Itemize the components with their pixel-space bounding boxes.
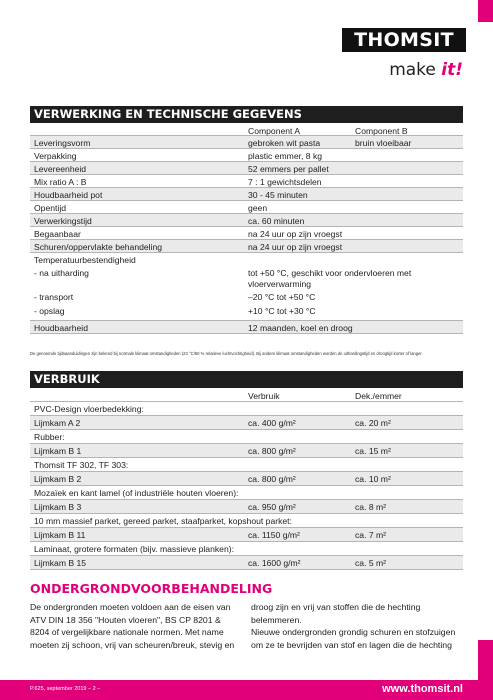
row-value: na 24 uur op zijn vroegst: [248, 242, 343, 252]
column-header: Component A: [248, 126, 301, 136]
row-value: 12 maanden, koel en droog: [248, 323, 353, 333]
technical-table: [30, 123, 463, 334]
row-value: +10 °C tot +30 °C: [248, 306, 316, 316]
row-value: ca. 60 minuten: [248, 216, 305, 226]
text-line: moeten zij schoon, vrij van scheuren/breuk, stevig en: [30, 639, 235, 650]
row-label: Lijmkam B 1: [34, 446, 82, 456]
material-heading: Laminaat, grotere formaten (bijv. massieve planken):: [34, 544, 234, 554]
row-value: ca. 15 m²: [355, 446, 391, 456]
website-link[interactable]: www.thomsit.nl: [382, 683, 463, 695]
row-label: Mix ratio A : B: [34, 177, 87, 187]
table-row: [30, 227, 463, 240]
text-line: ATV DIN 18 356 "Houten vloeren", BS CP 8201 &: [30, 614, 221, 625]
row-value: plastic emmer, 8 kg: [248, 151, 323, 161]
table-row: [30, 542, 463, 556]
consumption-table: [30, 388, 463, 570]
table-row: [30, 430, 463, 444]
row-label: Houdbaarheid pot: [34, 190, 103, 200]
table-row: [30, 214, 463, 227]
table-row: [30, 500, 463, 514]
row-value: ca. 20 m²: [355, 418, 391, 428]
row-label: Begaanbaar: [34, 229, 81, 239]
row-value: 7 : 1 gewichtsdelen: [248, 177, 322, 187]
row-value: ca. 800 g/m²: [248, 474, 296, 484]
table-row: [30, 416, 463, 430]
row-value: ca. 1150 g/m²: [248, 530, 300, 540]
paragraph-right: [251, 601, 463, 651]
temperature-heading: Temperatuurbestendigheid: [34, 255, 136, 265]
row-label: Verwerkingstijd: [34, 216, 92, 226]
table-row: [30, 175, 463, 188]
row-label: Lijmkam B 2: [34, 474, 82, 484]
table-row: [30, 556, 463, 570]
row-label: Opentijd: [34, 203, 67, 213]
row-label: Lijmkam B 3: [34, 502, 82, 512]
footer-bar: [0, 680, 493, 700]
table-row: [30, 458, 463, 472]
section-title-verbruik: VERBRUIK: [30, 371, 463, 388]
row-label: Levereenheid: [34, 164, 87, 174]
material-heading: Mozaïek en kant lamel (of industriële houten vloeren):: [34, 488, 239, 498]
temperature-block: [30, 253, 463, 321]
row-label: Lijmkam B 15: [34, 558, 87, 568]
table-row: [30, 402, 463, 416]
text-line: Nieuwe ondergronden grondig schuren en stofzuigen: [251, 627, 456, 638]
row-value: ca. 8 m²: [355, 502, 387, 512]
text-line: belemmeren.: [251, 614, 302, 625]
table-row: [30, 188, 463, 201]
text-line: De ondergronden moeten voldoen aan de eisen van: [30, 602, 231, 612]
row-label: Houdbaarheid: [34, 323, 88, 333]
column-header: Dek./emmer: [355, 391, 402, 401]
table-row: [30, 514, 463, 528]
row-label: - opslag: [34, 306, 65, 316]
table-header-row: [30, 123, 463, 136]
row-label: Schuren/oppervlakte behandeling: [34, 242, 163, 252]
row-value: ca. 5 m²: [355, 558, 387, 568]
row-label: Verpakking: [34, 151, 77, 161]
row-label: Lijmkam B 11: [34, 530, 86, 540]
table-row: [30, 321, 463, 334]
table-row: [30, 201, 463, 214]
side-accent-mid: [478, 640, 493, 680]
tagline-emphasis: it!: [441, 60, 463, 80]
footnote: De genoemde tijdsaanduidingen zijn bekend bij normale klimaat omstandigheden (23 °C/50 % relatieve luchtvochtigheid). Bij andere klimaat omstandigheden worden de uithardingstijd en droogtijd korter of langer.: [30, 351, 423, 356]
row-value: 30 - 45 minuten: [248, 190, 308, 200]
material-heading: PVC-Design vloerbedekking:: [34, 404, 144, 414]
text-line: 8204 of vergelijkbare nationale normen. Met name: [30, 627, 224, 638]
table-row: [30, 528, 463, 542]
table-row: [30, 136, 463, 149]
tagline-prefix: make: [389, 60, 442, 80]
row-value: vloerverwarming: [248, 279, 312, 289]
row-label: Lijmkam A 2: [34, 418, 81, 428]
text-line: droog zijn en vrij van stoffen die de hechting: [251, 602, 421, 612]
paragraph-left: [30, 601, 236, 651]
row-value: na 24 uur op zijn vroegst: [248, 229, 343, 239]
row-value: bruin vloeibaar: [355, 138, 412, 148]
material-heading: Thomsit TF 302, TF 303:: [34, 460, 129, 470]
row-label: - na uitharding: [34, 268, 89, 278]
text-line: om ze te bevrijden van stof en lagen die de hechting: [251, 639, 452, 650]
table-row: [30, 240, 463, 253]
row-label: - transport: [34, 292, 74, 302]
side-accent-top: [478, 0, 493, 22]
column-header: Component B: [355, 126, 408, 136]
material-heading: 10 mm massief parket, gereed parket, staafparket, kopshout parket:: [34, 516, 292, 526]
table-row: [30, 162, 463, 175]
table-header-row: [30, 388, 463, 402]
table-row: [30, 486, 463, 500]
row-value: ca. 7 m²: [355, 530, 387, 540]
material-heading: Rubber:: [34, 432, 65, 442]
row-value: tot +50 °C, geschikt voor ondervloeren met: [248, 268, 412, 278]
row-label: Leveringsvorm: [34, 138, 91, 148]
tagline: [389, 60, 463, 80]
row-value: ca. 400 g/m²: [248, 418, 296, 428]
table-row: [30, 444, 463, 458]
table-row: [30, 149, 463, 162]
thomsit-logo: THOMSIT: [342, 28, 466, 52]
row-value: ca. 800 g/m²: [248, 446, 296, 456]
table-row: [30, 472, 463, 486]
row-value: ca. 1600 g/m²: [248, 558, 301, 568]
column-header: Verbruik: [248, 391, 280, 401]
publication-info: P.625, september 2019 – 2 –: [30, 686, 101, 692]
row-value: 52 emmers per pallet: [248, 164, 329, 174]
row-value: gebroken wit pasta: [248, 138, 321, 148]
section-title-verwerking: VERWERKING EN TECHNISCHE GEGEVENS: [30, 106, 463, 123]
row-value: ca. 950 g/m²: [248, 502, 296, 512]
section-title-ondergrond: ONDERGRONDVOORBEHANDELING: [30, 581, 273, 596]
row-value: geen: [248, 203, 268, 213]
row-value: ca. 10 m²: [355, 474, 391, 484]
row-value: –20 °C tot +50 °C: [248, 292, 316, 302]
